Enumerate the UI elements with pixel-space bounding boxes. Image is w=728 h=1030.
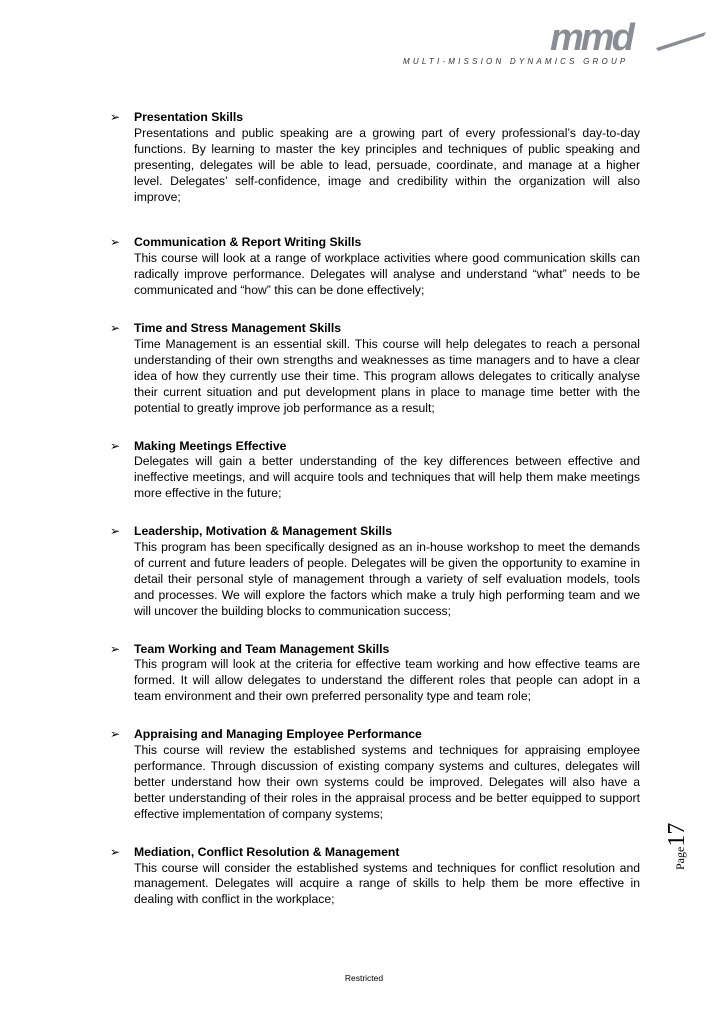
course-title: Making Meetings Effective [134, 438, 287, 453]
course-making-meetings-effective [110, 439, 640, 503]
course-presentation-skills [110, 110, 640, 205]
course-description: This program has been specifically designed as an in-house workshop to meet the demands of current and future leaders of people. Delegates will be given the opportunity to examine in detail their personal style of management through a variety of self evaluation models, tools and processes. We will explore the factors which make a truly high performing team and we will uncover the building blocks to communication success; [134, 540, 640, 618]
course-description: This program will look at the criteria for effective team working and how effective teams are formed. It will allow delegates to understand the different roles that people can adopt in a team environment and their own preferred personality type and team role; [134, 657, 640, 704]
course-title: Mediation, Conflict Resolution & Management [134, 844, 400, 859]
course-appraising-performance [110, 727, 640, 822]
company-logo [548, 18, 708, 58]
course-title: Team Working and Team Management Skills [134, 641, 390, 656]
course-title: Appraising and Managing Employee Performance [134, 727, 422, 742]
course-leadership-motivation [110, 524, 640, 619]
page-number-value: 17 [664, 822, 690, 847]
page-header [0, 0, 728, 90]
company-name: MULTI-MISSION DYNAMICS GROUP [403, 57, 629, 66]
svg-text:mmd: mmd [550, 18, 632, 58]
course-title: Communication & Report Writing Skills [134, 235, 362, 250]
arrow-bullet-icon: ➢ [110, 110, 121, 124]
course-description: Delegates will gain a better understanding of the key differences between effective and ineffective meetings, and will acquire tools and techniques that will help them make meetings more effective in the future; [134, 454, 640, 501]
footer-restricted: Restricted [344, 973, 384, 983]
arrow-bullet-icon: ➢ [110, 524, 121, 539]
course-description: This course will look at a range of workplace activities where good communication skills can radically improve performance. Delegates will analyse and understand “what” needs to be communicated and “how” this can be done effectively; [134, 251, 640, 298]
arrow-bullet-icon: ➢ [110, 438, 121, 453]
page-label: Page [673, 846, 687, 870]
course-time-stress-management [110, 321, 640, 416]
arrow-bullet-icon: ➢ [110, 641, 121, 656]
course-title: Presentation Skills [134, 110, 244, 124]
course-description: Time Management is an essential skill. This course will help delegates to reach a personal understanding of their own strengths and weaknesses as time managers and to have a clear idea of how they currently use their time. This program allows delegates to critically analyse their current situation and put development plans in place to manage time better with the potential to greatly improve job performance as a result; [134, 336, 640, 415]
course-description: This course will review the established systems and techniques for appraising employee performance. Through discussion of existing company systems and cultures, delegates will better understand how their own systems could be improved. Delegates will also have a better understanding of their roles in the appraisal process and be better equipped to support effective implementation of company systems; [134, 743, 640, 821]
course-title: Time and Stress Management Skills [134, 321, 342, 336]
page-number [664, 823, 691, 870]
arrow-bullet-icon: ➢ [110, 844, 121, 859]
course-list [110, 110, 640, 908]
course-description: This course will consider the established systems and techniques for conflict resolution and management. Delegates will acquire a range of skills to help them be more effective in dealing with conflict in the workplace; [134, 860, 640, 907]
course-team-working [110, 642, 640, 706]
arrow-bullet-icon: ➢ [110, 235, 121, 250]
course-description: Presentations and public speaking are a growing part of every professional’s day-to-day functions. By learning to master the key principles and techniques of public speaking and presenting, delegates will be able to lead, persuade, coordinate, and manage at a higher level. Delegates’ self-confidence, image and credibility within the organization will also improve; [134, 125, 640, 204]
course-title: Leadership, Motivation & Management Skills [134, 524, 393, 539]
course-mediation-conflict [110, 845, 640, 909]
course-communication-skills [110, 235, 640, 299]
arrow-bullet-icon: ➢ [110, 321, 121, 336]
arrow-bullet-icon: ➢ [110, 727, 121, 742]
